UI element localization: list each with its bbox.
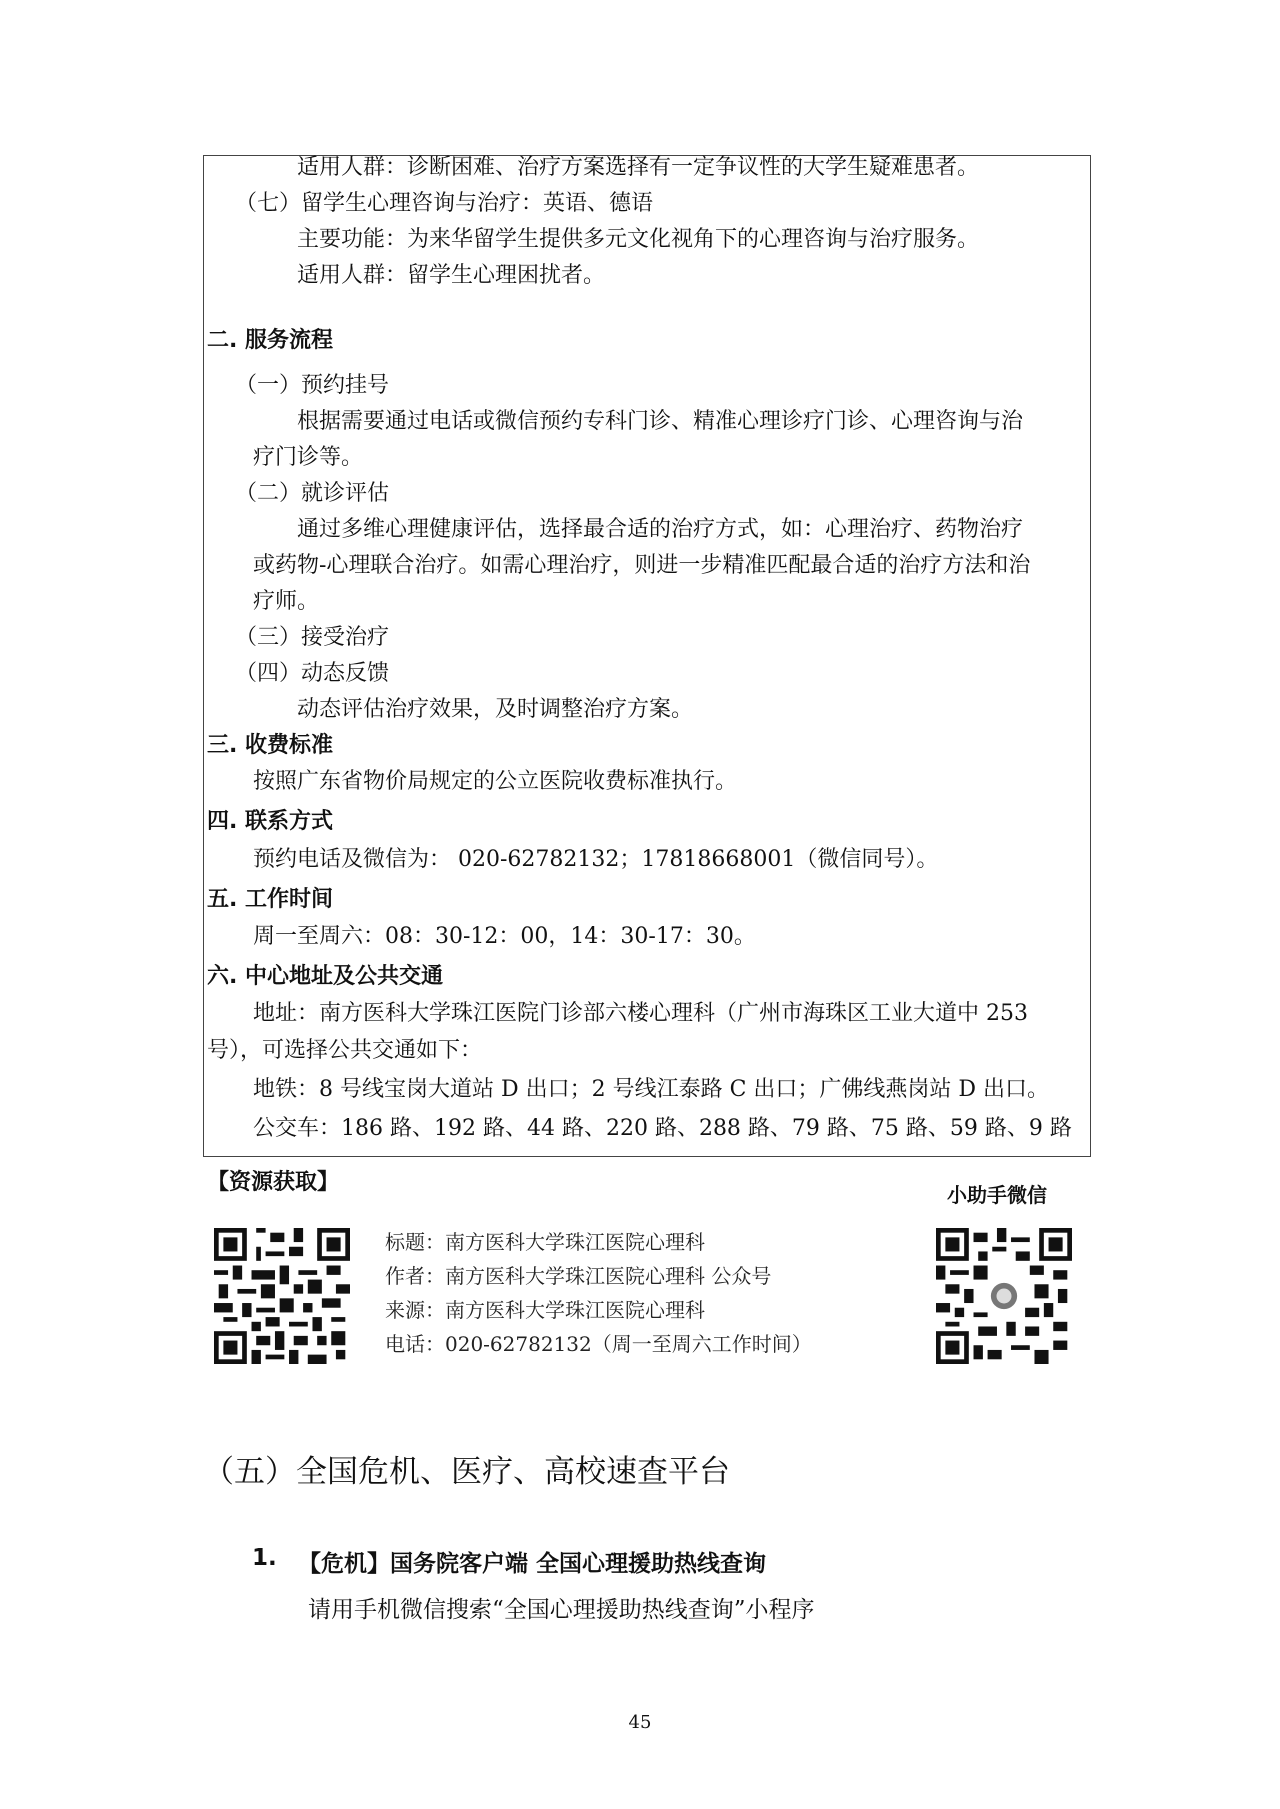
meta-author: 作者：南方医科大学珠江医院心理科 公众号 — [385, 1264, 772, 1288]
text-line: 周一至周六：08：30-12：00，14：30-17：30。 — [253, 924, 756, 949]
text-line: 地铁：8 号线宝岗大道站 D 出口；2 号线江泰路 C 出口；广佛线燕岗站 D 出口。 — [253, 1077, 1050, 1102]
text-line: 预约电话及微信为： 020-62782132；17818668001（微信同号）。 — [253, 847, 939, 872]
text-line: 适用人群：留学生心理困扰者。 — [297, 263, 606, 288]
subsection-heading: （七）留学生心理咨询与治疗：英语、德语 — [235, 191, 654, 216]
item-number: 1. — [252, 1545, 277, 1571]
text-line: 公交车：186 路、192 路、44 路、220 路、288 路、79 路、75 路、59 路、9 路 — [253, 1116, 1072, 1141]
resource-title: 【资源获取】 — [207, 1170, 340, 1195]
text-line: 根据需要通过电话或微信预约专科门诊、精准心理诊疗门诊、心理咨询与治 — [297, 409, 1024, 434]
text-line: 通过多维心理健康评估，选择最合适的治疗方式，如：心理治疗、药物治疗 — [297, 517, 1024, 542]
subsection-heading: （一）预约挂号 — [235, 373, 390, 398]
section-heading: 六. 中心地址及公共交通 — [207, 964, 444, 989]
platform-section-title: （五）全国危机、医疗、高校速查平台 — [203, 1454, 730, 1490]
assistant-wechat-label: 小助手微信 — [947, 1183, 1047, 1207]
subsection-heading: （三）接受治疗 — [235, 625, 390, 650]
text-line: 按照广东省物价局规定的公立医院收费标准执行。 — [253, 769, 738, 794]
meta-title: 标题：南方医科大学珠江医院心理科 — [385, 1230, 705, 1254]
text-line: 主要功能：为来华留学生提供多元文化视角下的心理咨询与治疗服务。 — [297, 227, 980, 252]
section-heading: 三. 收费标准 — [207, 733, 334, 758]
meta-source: 来源：南方医科大学珠江医院心理科 — [385, 1298, 705, 1322]
section-heading: 四. 联系方式 — [207, 809, 334, 834]
search-instruction: 请用手机微信搜索“全国心理援助热线查询”小程序 — [308, 1597, 815, 1623]
subsection-heading: （四）动态反馈 — [235, 661, 390, 686]
qr-code-assistant — [936, 1228, 1072, 1364]
section-heading: 二. 服务流程 — [207, 328, 334, 353]
item-title: 【危机】国务院客户端 全国心理援助热线查询 — [298, 1551, 767, 1577]
text-line: 适用人群：诊断困难、治疗方案选择有一定争议性的大学生疑难患者。 — [297, 155, 980, 180]
text-line: 动态评估治疗效果，及时调整治疗方案。 — [297, 697, 694, 722]
subsection-heading: （二）就诊评估 — [235, 481, 390, 506]
text-line: 号），可选择公共交通如下： — [207, 1038, 483, 1063]
text-line: 疗师。 — [253, 589, 320, 614]
text-line: 或药物-心理联合治疗。如需心理治疗，则进一步精准匹配最合适的治疗方法和治 — [253, 553, 1031, 578]
qr-code-left — [214, 1228, 350, 1364]
text-line: 疗门诊等。 — [253, 445, 364, 470]
section-heading: 五. 工作时间 — [207, 887, 334, 912]
page-number: 45 — [628, 1712, 652, 1733]
meta-phone: 电话：020-62782132（周一至周六工作时间） — [385, 1332, 812, 1356]
text-line: 地址：南方医科大学珠江医院门诊部六楼心理科（广州市海珠区工业大道中 253 — [253, 1001, 1028, 1026]
